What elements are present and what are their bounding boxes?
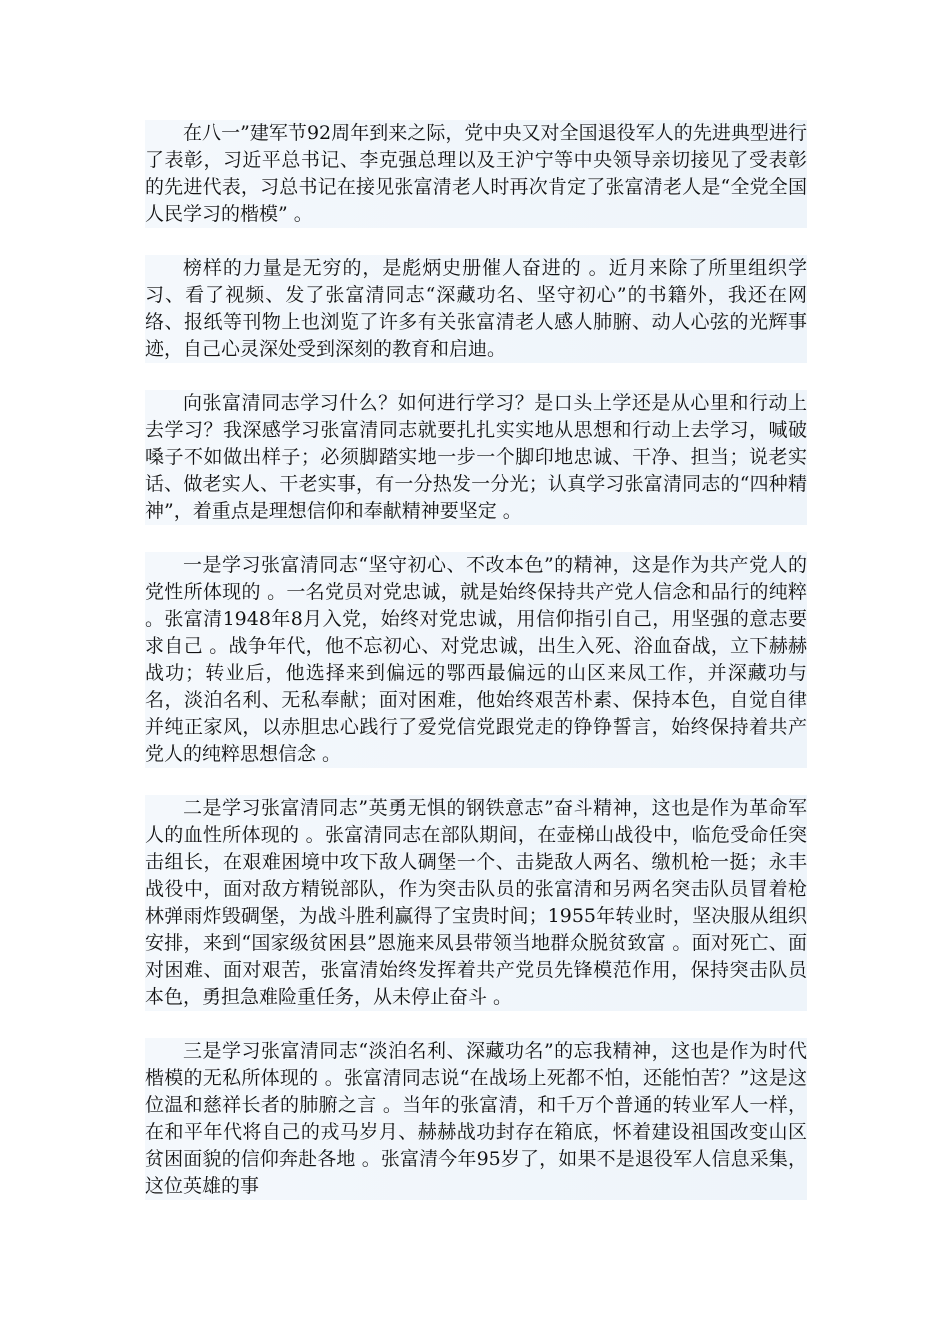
paragraph-5: 二是学习张富清同志”英勇无惧的钢铁意志”奋斗精神，这也是作为革命军人的血性所体现的 。张富清同志在部队期间，在壶梯山战役中，临危受命任突击组长，在艰难困境中攻下敌人碉堡一个、击毙敌人两名、缴机枪一挺；永丰战役中，面对敌方精锐部队，作为突击队员的张富清和另两名突击队员冒着枪林弹雨炸毁碉堡，为战斗胜利赢得了宝贵时间；1955年转业时，坚决服从组织安排，来到“国家级贫困县”恩施来凤县带领当地群众脱贫致富 。面对死亡、面对困难、面对艰苦，张富清始终发挥着共产党员先锋模范作用，保持突击队员本色，勇担急难险重任务，从未停止奋斗 。 — [145, 795, 807, 1011]
paragraph-6: 三是学习张富清同志“淡泊名利、深藏功名”的忘我精神，这也是作为时代楷模的无私所体现的 。张富清同志说“在战场上死都不怕，还能怕苦？”这是这位温和慈祥长者的肺腑之言 。当年的张富清，和千万个普通的转业军人一样，在和平年代将自己的戎马岁月、赫赫战功封存在箱底，怀着建设祖国改变山区贫困面貌的信仰奔赴各地 。张富清今年95岁了，如果不是退役军人信息采集，这位英雄的事 — [145, 1038, 807, 1200]
paragraph-4: 一是学习张富清同志“坚守初心、不改本色”的精神，这是作为共产党人的党性所体现的 。一名党员对党忠诚，就是始终保持共产党人信念和品行的纯粹 。张富清1948年8月入党，始终对党忠诚，用信仰指引自己，用坚强的意志要求自己 。战争年代，他不忘初心、对党忠诚，出生入死、浴血奋战，立下赫赫战功；转业后，他选择来到偏远的鄂西最偏远的山区来凤工作，并深藏功与名，淡泊名利、无私奉献；面对困难，他始终艰苦朴素、保持本色，自觉自律并纯正家风，以赤胆忠心践行了爱党信党跟党走的铮铮誓言，始终保持着共产党人的纯粹思想信念 。 — [145, 552, 807, 768]
paragraph-1: 在八一”建军节92周年到来之际，党中央又对全国退役军人的先进典型进行了表彰，习近平总书记、李克强总理以及王沪宁等中央领导亲切接见了受表彰的先进代表，习总书记在接见张富清老人时再次肯定了张富清老人是“全党全国人民学习的楷模” 。 — [145, 120, 807, 228]
paragraph-2: 榜样的力量是无穷的，是彪炳史册催人奋进的 。近月来除了所里组织学习、看了视频、发了张富清同志“深藏功名、坚守初心”的书籍外，我还在网络、报纸等刊物上也浏览了许多有关张富清老人感人肺腑、动人心弦的光辉事迹，自己心灵深处受到深刻的教育和启迪。 — [145, 255, 807, 363]
paragraph-3: 向张富清同志学习什么？如何进行学习？是口头上学还是从心里和行动上去学习？我深感学习张富清同志就要扎扎实实地从思想和行动上去学习，喊破嗓子不如做出样子；必须脚踏实地一步一个脚印地忠诚、干净、担当；说老实话、做老实人、干老实事，有一分热发一分光；认真学习张富清同志的“四种精神”，着重点是理想信仰和奉献精神要坚定 。 — [145, 390, 807, 525]
document-body — [145, 120, 807, 1200]
